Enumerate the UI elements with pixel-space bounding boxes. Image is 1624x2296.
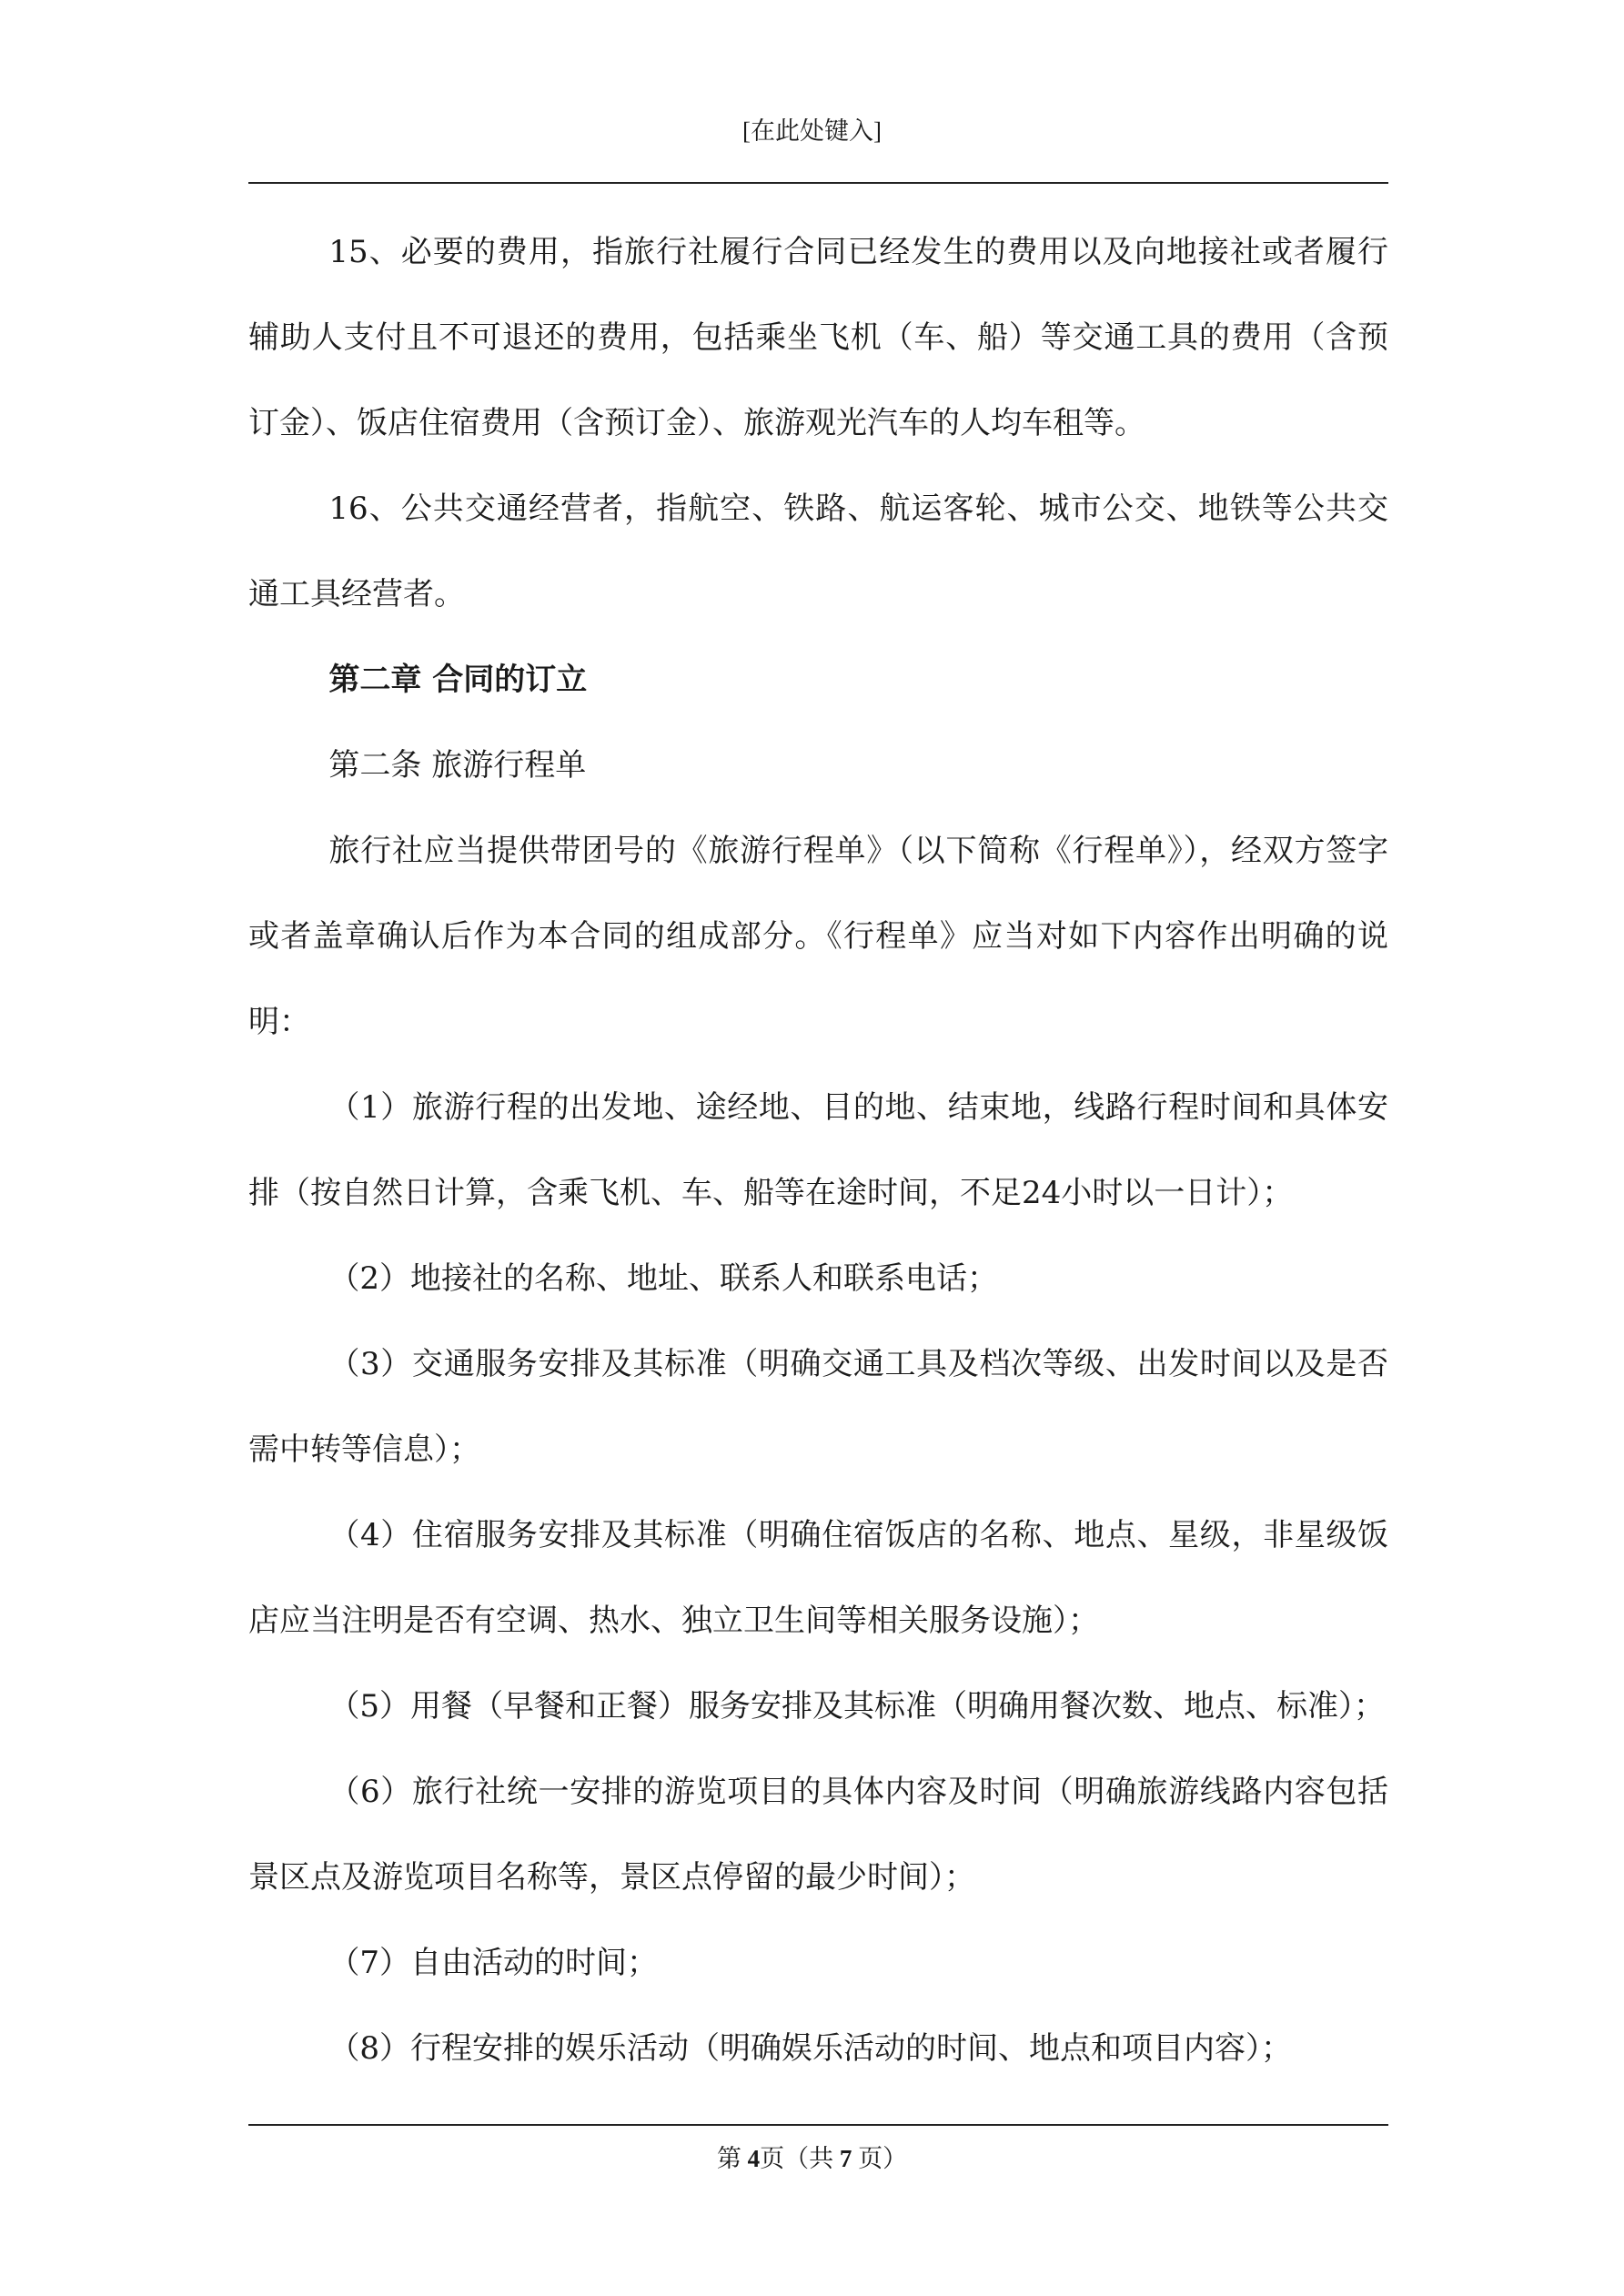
footer-middle: 页（共 xyxy=(760,2145,840,2172)
list-item: （8）行程安排的娱乐活动（明确娱乐活动的时间、地点和项目内容）； xyxy=(328,2030,1293,2067)
page-header: [在此处键入] xyxy=(742,117,882,145)
document-body xyxy=(248,209,1388,2091)
paragraph-16: 16、公共交通经营者，指航空、铁路、航运客轮、城市公交、地铁等公共交通工具经营者。 xyxy=(248,491,1388,612)
list-item: （4）住宿服务安排及其标准（明确住宿饭店的名称、地点、星级，非星级饭店应当注明是否有空调、热水、独立卫生间等相关服务设施）； xyxy=(248,1517,1388,1639)
footer-suffix: 页） xyxy=(852,2145,908,2172)
list-item: （5）用餐（早餐和正餐）服务安排及其标准（明确用餐次数、地点、标准）； xyxy=(328,1688,1386,1725)
list-item: （2）地接社的名称、地址、联系人和联系电话； xyxy=(328,1260,999,1297)
list-item: （3）交通服务安排及其标准（明确交通工具及档次等级、出发时间以及是否需中转等信息）； xyxy=(248,1346,1388,1468)
article-title: 第二条 旅游行程单 xyxy=(328,747,587,784)
page-number: 4 xyxy=(747,2145,761,2172)
article-intro: 旅行社应当提供带团号的《旅游行程单》（以下简称《行程单》），经双方签字或者盖章确认后作为本合同的组成部分。《行程单》应当对如下内容作出明确的说明： xyxy=(248,833,1388,1040)
list-item: （1）旅游行程的出发地、途经地、目的地、结束地，线路行程时间和具体安排（按自然日计算，含乘飞机、车、船等在途时间，不足24小时以一日计）； xyxy=(248,1089,1388,1211)
list-item: （6）旅行社统一安排的游览项目的具体内容及时间（明确旅游线路内容包括景区点及游览项目名称等，景区点停留的最少时间）； xyxy=(248,1774,1388,1896)
chapter-heading: 第二章 合同的订立 xyxy=(328,662,588,698)
header-divider xyxy=(248,182,1388,184)
page-total: 7 xyxy=(839,2145,852,2172)
paragraph-15: 15、必要的费用，指旅行社履行合同已经发生的费用以及向地接社或者履行辅助人支付且不可退还的费用，包括乘坐飞机（车、船）等交通工具的费用（含预订金）、饭店住宿费用（含预订金）、旅游观光汽车的人均车租等。 xyxy=(248,234,1388,441)
footer-prefix: 第 xyxy=(716,2145,748,2172)
list-item: （7）自由活动的时间； xyxy=(328,1945,659,1981)
footer-divider xyxy=(248,2124,1388,2126)
page-footer xyxy=(0,2140,1624,2177)
